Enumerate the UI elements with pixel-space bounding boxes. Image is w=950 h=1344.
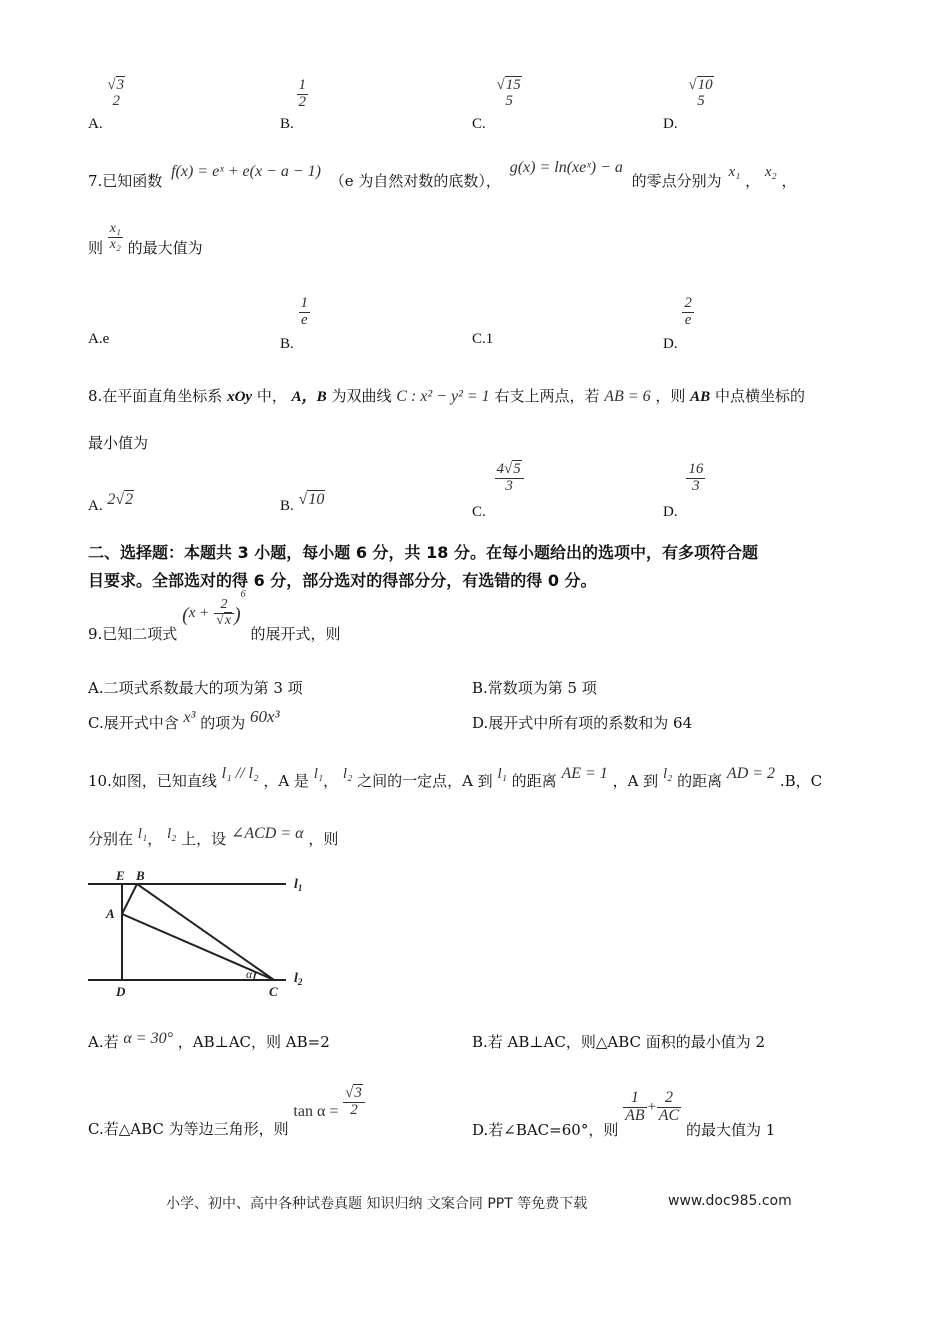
q9-option-a: A.二项式系数最大的项为第 3 项 <box>88 679 303 697</box>
q7-option-d: D. $\frac{2}{e}$ <box>663 295 692 353</box>
section2-title-line2: 目要求。全部选对的得 6 分，部分选对的得部分分，有选错的得 0 分。 <box>88 571 597 590</box>
q8-line1: 8.在平面直角坐标系 xOy 中， A，B 为双曲线 C : x² − y² = 1 右支上两点，若 AB = 6 ，则 AB 中点横坐标的 <box>88 387 805 405</box>
segment-ab <box>122 884 137 914</box>
q9-option-d: D.展开式中所有项的系数和为 64 <box>472 714 693 732</box>
label-c: C <box>269 984 278 999</box>
q7-option-c: C.1 <box>472 331 494 347</box>
label-l1: $l_1$ <box>294 877 303 893</box>
q7-line1: 7.已知函数 f(x) = eˣ + e(x − a − 1) （e 为自然对数的底数）， g(x) = ln(xeˣ) − a 的零点分别为 x₁ ， x₂ ， <box>88 159 797 190</box>
q8-option-d: D. $\frac{16}{3}$ <box>663 461 704 521</box>
q7-f-expr: f(x) = eˣ + e(x − a − 1) <box>171 163 321 180</box>
q6-a-frac: √3 2 <box>107 77 125 109</box>
q8-option-a: A. 2√2 <box>88 491 134 514</box>
segment-bc <box>137 884 274 980</box>
footer-text: 小学、初中、高中各种试卷真题 知识归纳 文案合同 PPT 等免费下载 <box>166 1196 588 1212</box>
label-alpha: α <box>246 967 253 981</box>
label-d: D <box>116 984 126 999</box>
label-l2: $l_2$ <box>294 971 303 987</box>
q7-g-expr: g(x) = ln(xeˣ) − a <box>509 159 623 176</box>
q8-option-b: B. √10 <box>280 491 325 514</box>
q6-option-c: C. √15 5 <box>472 77 521 132</box>
q7-ratio: $\frac{\text{x₁}}{\text{x₂}}$ <box>109 221 121 252</box>
q10-line2: 分别在 l₁， l₂ 上，设 ∠ACD = α ，则 <box>88 825 339 848</box>
footer-link[interactable]: www.doc985.com <box>668 1193 792 1209</box>
q6-option-b: B. $\frac{1}{2}$ <box>280 77 307 133</box>
q9-option-c: C.展开式中含 x³ 的项为 60x³ <box>88 707 280 732</box>
q10-figure <box>86 866 316 1002</box>
label-b: B <box>136 868 145 883</box>
q6-option-a: A. √3 2 <box>88 78 127 110</box>
q10-line1: 10.如图，已知直线 l₁ // l₂ ，A 是 l₁， l₂ 之间的一定点，A 到 l₁ 的距离 AE = 1 ，A 到 l₂ 的距离 AD = 2 .B，C <box>88 765 823 790</box>
q7-option-a: A.e <box>88 331 110 347</box>
q8-line2: 最小值为 <box>88 434 149 452</box>
q8-hyperbola: C : x² − y² = 1 <box>396 388 490 405</box>
q9-option-b: B.常数项为第 5 项 <box>472 679 597 697</box>
q10-option-b: B.若 AB⊥AC，则△ABC 面积的最小值为 2 <box>472 1033 766 1051</box>
label-e: E <box>116 868 125 883</box>
q10-option-d: D.若∠BAC=60°，则 $\frac{1}{AB}$ + $\frac{2}{AC}$ 的最大值为 1 <box>472 1089 776 1140</box>
q9-binomial: ( <box>182 604 189 627</box>
q10-option-a: A.若 α = 30° ，AB⊥AC，则 AB=2 <box>88 1030 330 1051</box>
q6-option-d: D. √10 5 <box>663 77 713 132</box>
q9-stem: 9.已知二项式 (x + $\frac{2}{√x}$ )$^6$ 的展开式，则 <box>88 589 341 644</box>
angle-arc <box>254 972 256 980</box>
label-a: A <box>106 906 115 921</box>
q10-option-c: C.若△ABC 为等边三角形，则 tan α = $\frac{√3}{2}$ <box>88 1078 365 1111</box>
q7-line2: 则 $\frac{\text{x₁}}{\text{x₂}}$ 的最大值为 <box>88 221 203 258</box>
q8-option-c: C. $\frac{4√5}{3}$ <box>472 462 524 495</box>
q7-option-b: B. $\frac{1}{e}$ <box>280 295 309 353</box>
section2-title-line1: 二、选择题：本题共 3 小题，每小题 6 分，共 18 分。在每小题给出的选项中，有多项符合题 <box>88 543 758 562</box>
